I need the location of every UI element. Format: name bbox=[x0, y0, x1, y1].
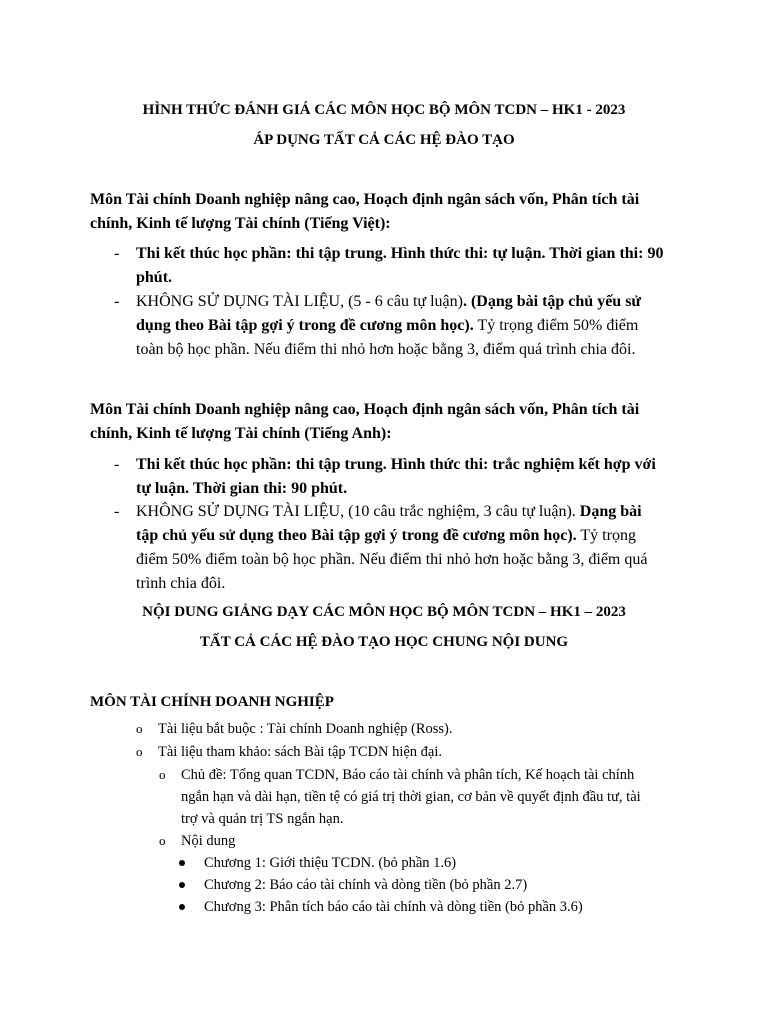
section-vn-item2-line1-b: . (Dạng bài tập chủ yếu sử bbox=[462, 293, 642, 310]
chapter-item bbox=[204, 874, 527, 896]
section-en-item2-line1-a: KHÔNG SỬ DỤNG TÀI LIỆU, (10 câu trắc nghiệm, 3 câu tự luận). bbox=[136, 503, 580, 520]
content-subtitle: TẤT CẢ CÁC HỆ ĐÀO TẠO HỌC CHUNG NỘI DUNG bbox=[199, 634, 569, 650]
section-en-item2-line4: trình chia đôi. bbox=[136, 575, 226, 592]
list-item-reference bbox=[136, 741, 443, 763]
document-title: HÌNH THỨC ĐÁNH GIÁ CÁC MÔN HỌC BỘ MÔN TCDN – HK1 - 2023 bbox=[142, 102, 626, 118]
reference-material: Tài liệu tham khảo: sách Bài tập TCDN hiện đại. bbox=[158, 744, 443, 760]
list-item-required bbox=[136, 718, 453, 740]
section-en-heading bbox=[90, 398, 678, 446]
bullet-dot-icon bbox=[179, 882, 185, 888]
section-en-item1-line2: tự luận. Thời gian thi: 90 phút. bbox=[136, 480, 348, 497]
course-title: MÔN TÀI CHÍNH DOANH NGHIỆP bbox=[90, 694, 334, 710]
section-en-item2-line2-a: tập chủ yếu sử dụng theo Bài tập gợi ý trong đề cương môn học). bbox=[136, 527, 577, 544]
section-vn-item-1 bbox=[114, 242, 678, 290]
section-en-item2-line1-b: Dạng bài bbox=[579, 503, 642, 520]
section-vn-heading bbox=[90, 188, 678, 236]
section-en-heading-line2: chính, Kinh tế lượng Tài chính (Tiếng Anh): bbox=[90, 425, 392, 442]
content-label: Nội dung bbox=[181, 833, 236, 849]
topics-line3: trợ và quản trị TS ngắn hạn. bbox=[181, 811, 344, 827]
topics-line2: ngắn hạn và dài hạn, tiền tệ có giá trị thời gian, cơ bản về quyết định đầu tư, tài bbox=[181, 789, 641, 805]
section-vn-item2-line1-a: KHÔNG SỬ DỤNG TÀI LIỆU, (5 - 6 câu tự luận) bbox=[136, 293, 463, 310]
section-vn-heading-line1: Môn Tài chính Doanh nghiệp nâng cao, Hoạch định ngân sách vốn, Phân tích tài bbox=[90, 191, 640, 208]
section-vn-heading-line2: chính, Kinh tế lượng Tài chính (Tiếng Việt): bbox=[90, 215, 391, 232]
list-item-content bbox=[159, 830, 236, 852]
chapter-1: Chương 1: Giới thiệu TCDN. (bỏ phần 1.6) bbox=[204, 855, 457, 871]
dash-marker: - bbox=[114, 503, 120, 520]
content-title: NỘI DUNG GIẢNG DẠY CÁC MÔN HỌC BỘ MÔN TCDN – HK1 – 2023 bbox=[142, 604, 626, 620]
section-en-item-1 bbox=[114, 453, 678, 501]
section-vn-item1-line2: phút. bbox=[136, 269, 173, 286]
section-vn-item2-line3: toàn bộ học phần. Nếu điểm thi nhỏ hơn hoặc bằng 3, điểm quá trình chia đôi. bbox=[136, 341, 636, 358]
document-subtitle: ÁP DỤNG TẤT CẢ CÁC HỆ ĐÀO TẠO bbox=[253, 132, 515, 148]
section-en-item1-line1: Thi kết thúc học phần: thi tập trung. Hình thức thi: trắc nghiệm kết hợp với bbox=[136, 456, 656, 473]
circle-bullet-icon: o bbox=[136, 721, 143, 736]
circle-bullet-icon: o bbox=[159, 767, 166, 782]
dash-marker: - bbox=[114, 245, 120, 262]
chapter-2: Chương 2: Báo cáo tài chính và dòng tiền (bỏ phần 2.7) bbox=[204, 877, 528, 893]
required-material: Tài liệu bắt buộc : Tài chính Doanh nghiệp (Ross). bbox=[158, 721, 453, 737]
section-en-item2-line2-b: Tỷ trọng bbox=[576, 527, 636, 544]
bullet-dot-icon bbox=[179, 860, 185, 866]
dash-marker: - bbox=[114, 456, 120, 473]
circle-bullet-icon: o bbox=[136, 744, 143, 759]
section-vn-item1-line1: Thi kết thúc học phần: thi tập trung. Hình thức thi: tự luận. Thời gian thi: 90 bbox=[136, 245, 664, 262]
circle-bullet-icon: o bbox=[159, 833, 166, 848]
section-en-item-2 bbox=[114, 500, 678, 596]
section-en-heading-line1: Môn Tài chính Doanh nghiệp nâng cao, Hoạch định ngân sách vốn, Phân tích tài bbox=[90, 401, 640, 418]
topics-line1: Chủ đề: Tổng quan TCDN, Báo cáo tài chính và phân tích, Kế hoạch tài chính bbox=[181, 767, 635, 783]
section-en-item2-line3: điểm 50% điểm toàn bộ học phần. Nếu điểm thi nhỏ hơn hoặc bằng 3, điểm quá bbox=[136, 551, 648, 568]
dash-marker: - bbox=[114, 293, 120, 310]
list-item-topics bbox=[159, 764, 681, 830]
chapter-item bbox=[204, 896, 583, 918]
section-vn-item2-line2-b: Tỷ trọng điểm 50% điểm bbox=[473, 317, 639, 334]
chapter-item bbox=[204, 852, 456, 874]
bullet-dot-icon bbox=[179, 904, 185, 910]
chapter-3: Chương 3: Phân tích báo cáo tài chính và dòng tiền (bỏ phần 3.6) bbox=[204, 899, 583, 915]
section-vn-item-2 bbox=[114, 290, 678, 362]
section-vn-item2-line2-a: dụng theo Bài tập gợi ý trong đề cương môn học). bbox=[136, 317, 474, 334]
